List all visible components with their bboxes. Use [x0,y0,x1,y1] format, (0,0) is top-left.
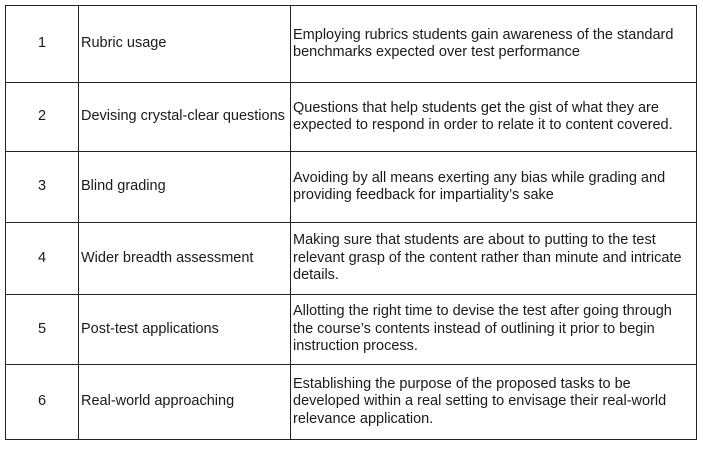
strategy-description: Allotting the right time to devise the test after going through the course’s contents instead of outlining it prior to begin instruction process. [291,295,697,365]
strategy-name: Rubric usage [79,6,291,83]
row-number: 1 [6,6,79,83]
row-number: 3 [6,152,79,223]
table-row [6,152,697,223]
assessment-strategies-table [5,5,697,440]
strategy-description: Employing rubrics students gain awareness of the standard benchmarks expected over test performance [291,6,697,83]
row-number: 4 [6,223,79,295]
strategy-name: Real-world approaching [79,365,291,440]
strategy-name: Devising crystal-clear questions [79,83,291,152]
strategy-description: Questions that help students get the gist of what they are expected to respond in order to relate it to content covered. [291,83,697,152]
table-row [6,223,697,295]
strategy-name: Post-test applications [79,295,291,365]
table-row [6,6,697,83]
row-number: 2 [6,83,79,152]
strategy-name: Wider breadth assessment [79,223,291,295]
row-number: 6 [6,365,79,440]
strategy-description: Establishing the purpose of the proposed tasks to be developed within a real setting to envisage their real-world relevance application. [291,365,697,440]
row-number: 5 [6,295,79,365]
strategy-description: Making sure that students are about to putting to the test relevant grasp of the content rather than minute and intricate details. [291,223,697,295]
strategy-description: Avoiding by all means exerting any bias while grading and providing feedback for impartiality’s sake [291,152,697,223]
strategy-name: Blind grading [79,152,291,223]
table-row [6,83,697,152]
table-row [6,295,697,365]
table-row [6,365,697,440]
